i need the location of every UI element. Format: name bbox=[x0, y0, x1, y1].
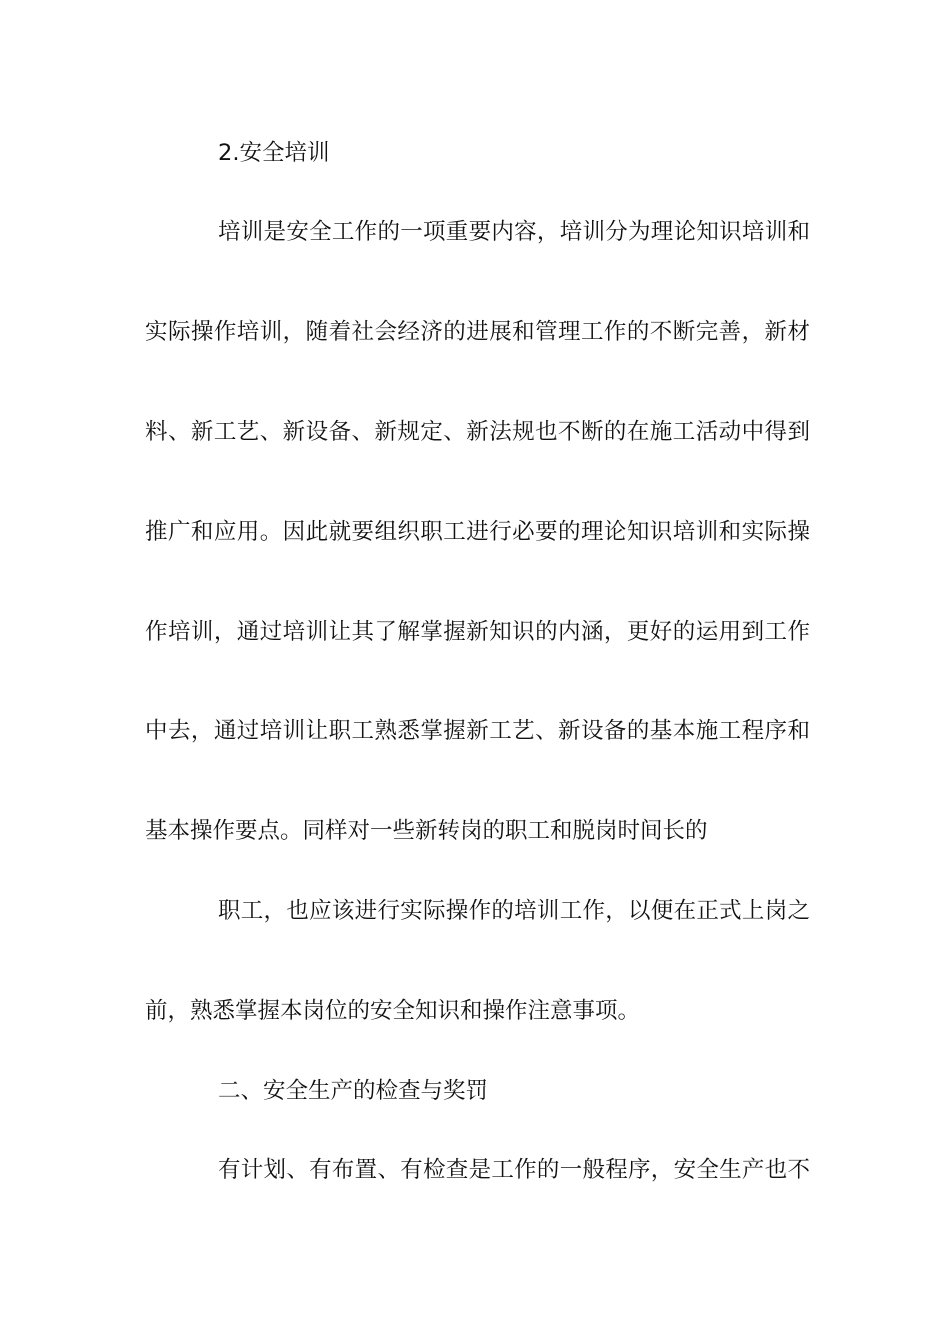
paragraph-line: 培训是安全工作的一项重要内容，培训分为理论知识培训和 bbox=[218, 219, 810, 245]
paragraph-line: 前，熟悉掌握本岗位的安全知识和操作注意事项。 bbox=[145, 998, 641, 1024]
section-heading: 2.安全培训 bbox=[218, 140, 330, 166]
paragraph-line: 有计划、有布置、有检查是工作的一般程序，安全生产也不 bbox=[218, 1157, 810, 1183]
paragraph-line: 推广和应用。因此就要组织职工进行必要的理论知识培训和实际操 bbox=[145, 519, 810, 545]
paragraph-line: 作培训，通过培训让其了解掌握新知识的内涵，更好的运用到工作 bbox=[145, 619, 810, 645]
paragraph-line: 基本操作要点。同样对一些新转岗的职工和脱岗时间长的 bbox=[145, 818, 708, 844]
paragraph-line: 中去，通过培训让职工熟悉掌握新工艺、新设备的基本施工程序和 bbox=[145, 718, 810, 744]
paragraph-line: 料、新工艺、新设备、新规定、新法规也不断的在施工活动中得到 bbox=[145, 419, 810, 445]
chapter-heading: 二、安全生产的检查与奖罚 bbox=[218, 1078, 489, 1104]
paragraph-line: 实际操作培训，随着社会经济的进展和管理工作的不断完善，新材 bbox=[145, 319, 810, 345]
paragraph-line: 职工，也应该进行实际操作的培训工作，以便在正式上岗之 bbox=[218, 898, 810, 924]
